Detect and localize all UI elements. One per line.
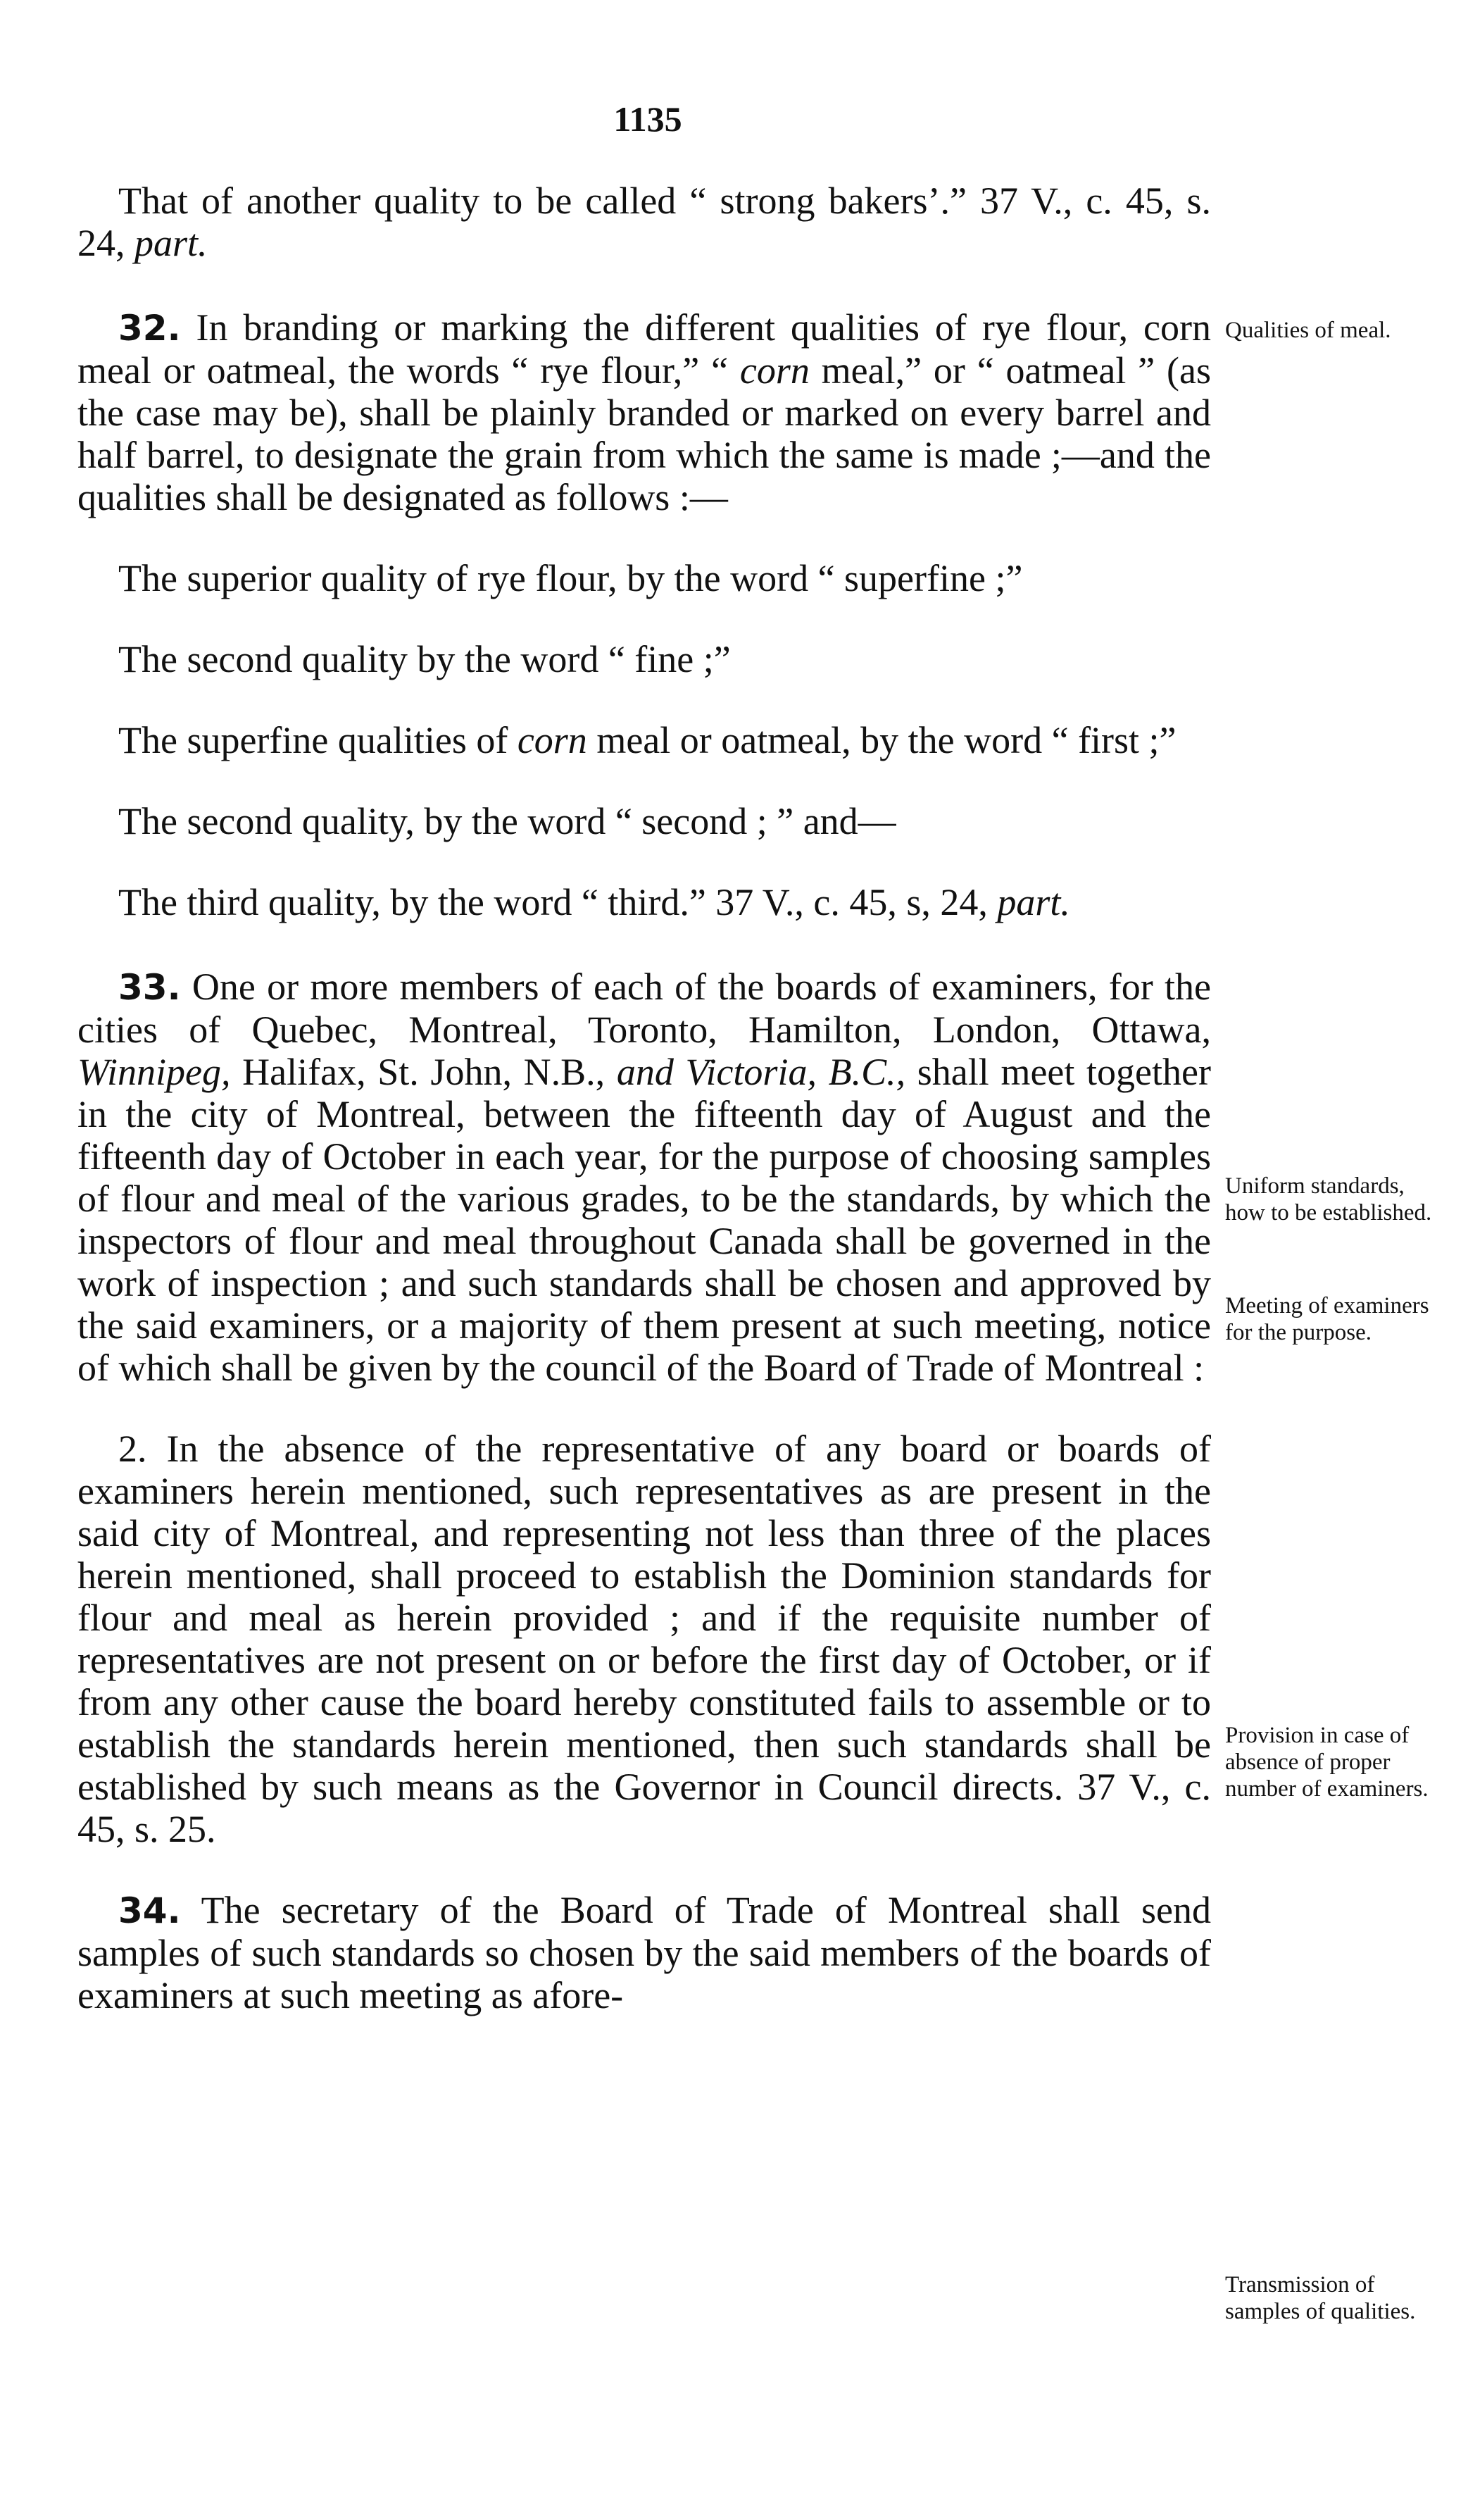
margin-note-qualities-of-meal: Qualities of meal.: [1225, 318, 1391, 343]
quality-superfine-rye: [77, 557, 1211, 599]
paragraph-text: One or more members of each of the boards of examiners, for the cities of Quebec, Montreal, Toronto, Hamilton, London, Ottawa,: [77, 966, 1211, 1051]
section-33-subsection-2: [77, 1428, 1211, 1850]
margin-note-meeting-of-examiners: Meeting of examiners for the purpose.: [1225, 1293, 1429, 1345]
paragraph-italic: corn: [739, 349, 810, 392]
paragraph-text: That of another quality to be called “ strong bakers’.” 37 V., c. 45, s. 24,: [77, 180, 1211, 264]
paragraph-continuation: [77, 180, 1211, 264]
paragraph-text: shall meet together in the city of Montreal, between the fifteenth day of August and the fifteenth day of October in each year, for the purpose of choosing samples of flour and meal of the various grades, to be the standards, by which the inspectors of flour and meal throughout Canada shall be governed in the work of inspection ; and such standards shall be chosen and approved by the said examiners, or a majority of them present at such meeting, notice of which shall be given by the council of the Board of Trade of Montreal :: [77, 1051, 1211, 1389]
paragraph-italic: part.: [134, 222, 208, 264]
section-number: 34.: [118, 1890, 181, 1931]
margin-note-provision-absence: Provision in case of absence of proper number of examiners.: [1225, 1723, 1429, 1802]
paragraph-text: meal,” or “ oatmeal ” (as the case may be), shall be plainly branded or marked on every barrel and half barrel, to designate the grain from which the same is made ;—and the qualities shall be designated as follows :—: [77, 349, 1211, 518]
paragraph-italic: part.: [997, 881, 1070, 923]
paragraph-text: The third quality, by the word “ third.” 37 V., c. 45, s, 24,: [118, 881, 998, 923]
quality-third: [77, 881, 1211, 923]
paragraph-italic: and Victoria, B.C.,: [616, 1051, 906, 1093]
page-number: 1135: [613, 99, 682, 139]
paragraph-text: Halifax, St. John, N.B.,: [230, 1051, 617, 1093]
margin-note-transmission-samples: Transmission of samples of qualities.: [1225, 2272, 1416, 2324]
paragraph-text: In branding or marking the different qualities of rye flour, corn meal or oatmeal, the words “ rye flour,” “: [77, 306, 1211, 392]
paragraph-text: The superior quality of rye flour, by the word “ superfine ;”: [118, 557, 1023, 599]
section-32: [77, 306, 1211, 518]
quality-second: [77, 800, 1211, 842]
paragraph-text: 2. In the absence of the representative of any board or boards of examiners herein mentioned, such representatives as are present in the said city of Montreal, and representing not less than three of the places herein mentioned, shall proceed to establish the Dominion standards for flour and meal as herein provided ; and if the requisite number of representatives are not present on or before the first day of October, or if from any other cause the board hereby constituted fails to assemble or to establish the standards herein mentioned, then such standards shall be established by such means as the Governor in Council directs. 37 V., c. 45, s. 25.: [77, 1428, 1211, 1850]
section-number: 32.: [118, 308, 181, 349]
paragraph-text: The superfine qualities of: [118, 719, 517, 761]
paragraph-text: The second quality, by the word “ second ; ” and—: [118, 800, 896, 842]
main-text-column: [77, 180, 1211, 2055]
paragraph-italic: Winnipeg,: [77, 1051, 231, 1093]
margin-note-uniform-standards: Uniform standards, how to be established.: [1225, 1173, 1432, 1225]
paragraph-text: meal or oatmeal, by the word “ first ;”: [586, 719, 1177, 761]
quality-fine-rye: [77, 638, 1211, 680]
paragraph-italic: corn: [517, 719, 587, 761]
section-34: [77, 1889, 1211, 2016]
paragraph-text: The second quality by the word “ fine ;”: [118, 638, 731, 680]
quality-first-corn-oat: [77, 719, 1211, 761]
section-number: 33.: [118, 967, 181, 1008]
section-33: [77, 966, 1211, 1389]
paragraph-text: The secretary of the Board of Trade of Montreal shall send samples of such standards so chosen by the said members of the boards of examiners at such meeting as afore-: [77, 1889, 1211, 2016]
